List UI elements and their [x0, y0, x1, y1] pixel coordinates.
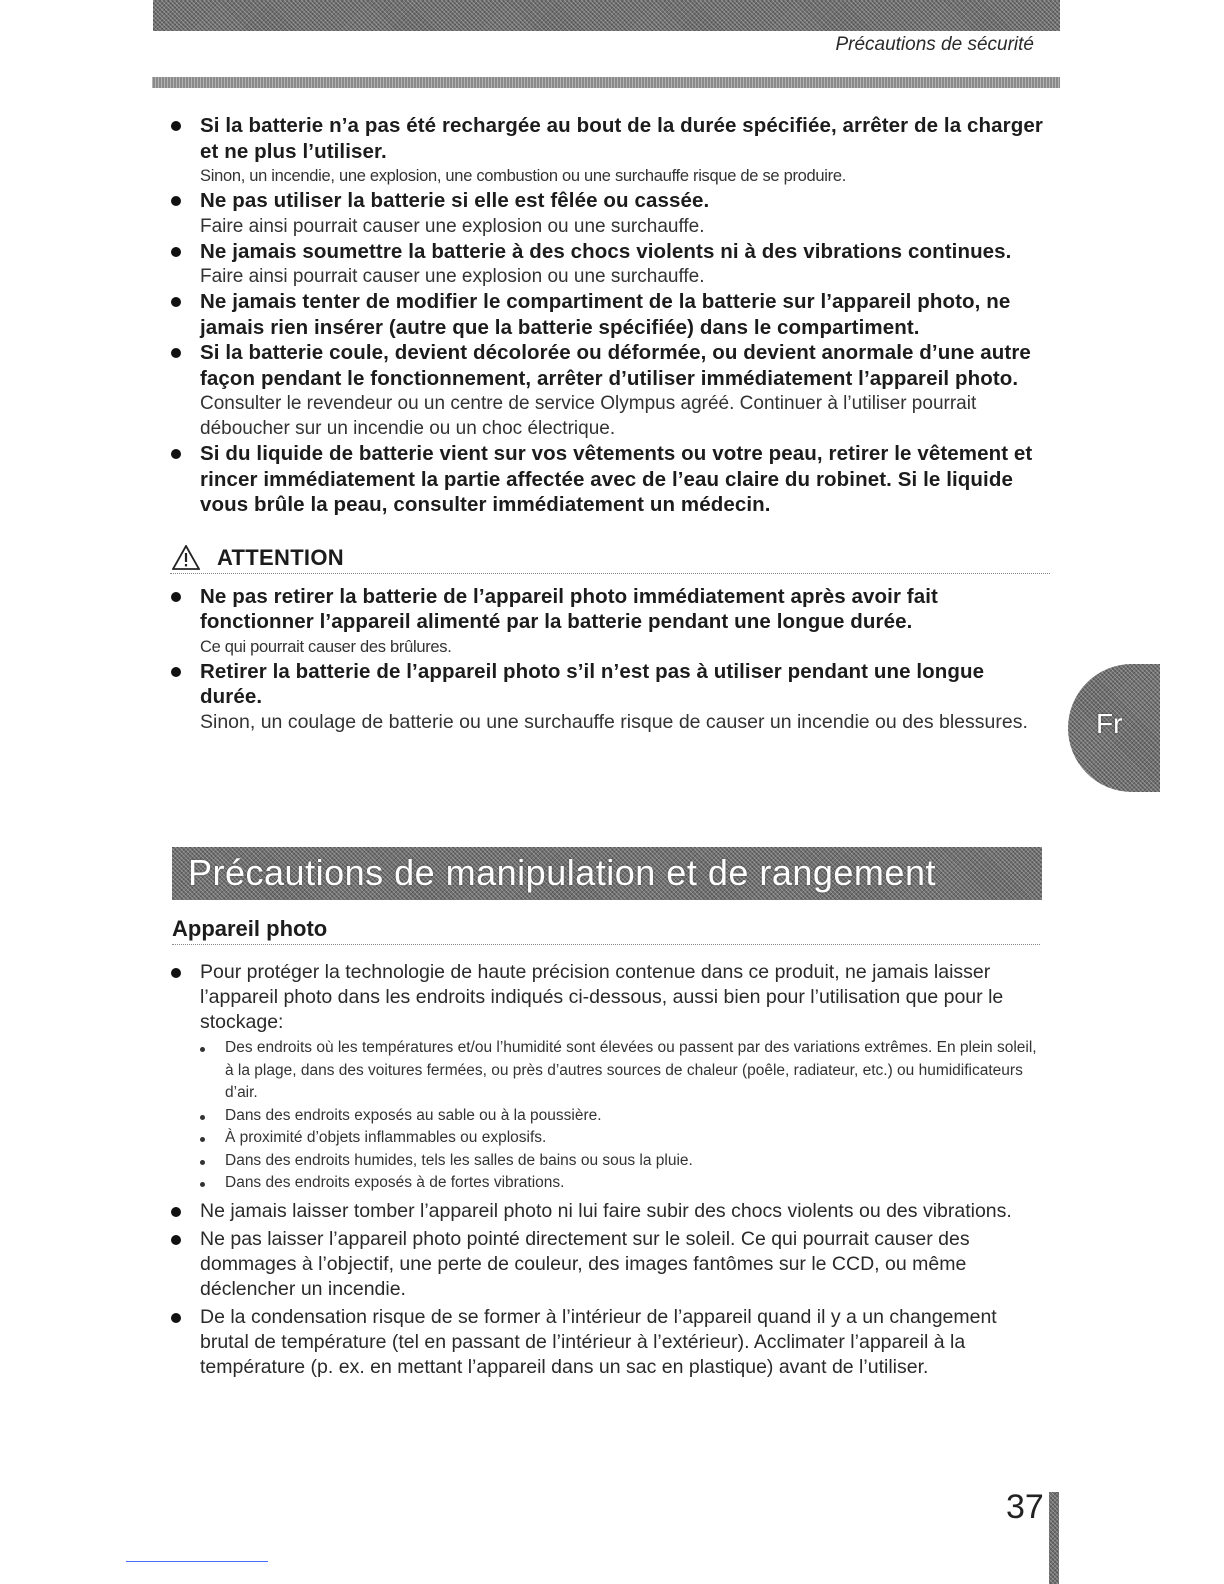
- attention-item-note: Ce qui pourrait causer des brûlures.: [200, 637, 452, 656]
- bullet-icon: [171, 1207, 181, 1217]
- appareil-item: De la condensation risque de se former à l’intérieur de l’appareil quand il y a un changement brutal de température (tel en passant de l’intérieur à l’extérieur). Acclimater l’appareil à la température (p. ex. en mettant l’appareil dans un sac en plastique) avant de l’utiliser.: [200, 1305, 997, 1378]
- appareil-item: Ne jamais laisser tomber l’appareil photo ni lui faire subir des chocs violents ou des vibrations.: [200, 1199, 1012, 1222]
- bullet-icon: [171, 196, 181, 206]
- appareil-list: [170, 960, 1040, 1380]
- list-item: [170, 1227, 1040, 1302]
- warning-title: Ne pas utiliser la batterie si elle est fêlée ou cassée.: [200, 189, 710, 212]
- footer-rule: [126, 1561, 268, 1562]
- attention-title: ATTENTION: [217, 544, 344, 570]
- list-item: [170, 239, 1050, 290]
- warning-title: Ne jamais tenter de modifier le compartiment de la batterie sur l’appareil photo, ne jamais rien insérer (autre que la batterie spécifiée) dans le compartiment.: [200, 290, 1011, 339]
- list-item: [170, 1199, 1040, 1224]
- page-edge-mark: [1049, 1492, 1059, 1584]
- attention-item-title: Retirer la batterie de l’appareil photo s’il n’est pas à utiliser pendant une longue durée.: [200, 659, 985, 708]
- language-tab: [1068, 664, 1160, 792]
- list-item: [170, 960, 1040, 1035]
- place-item: À proximité d’objets inflammables ou explosifs.: [198, 1127, 1040, 1150]
- language-tab-label: Fr: [1096, 708, 1123, 739]
- places-list: [198, 1037, 1040, 1195]
- section-banner: [172, 847, 1042, 900]
- list-item: [170, 289, 1050, 340]
- bullet-icon: [171, 592, 181, 602]
- header-divider: [152, 77, 1060, 88]
- warning-note: Sinon, un incendie, une explosion, une combustion ou une surchauffe risque de se produire.: [200, 167, 846, 185]
- bullet-icon: [171, 348, 181, 358]
- header-bar: [153, 0, 1060, 31]
- list-item: [170, 584, 1050, 659]
- list-item: [170, 188, 1050, 239]
- bullet-icon: [171, 449, 181, 459]
- place-item: Dans des endroits exposés à de fortes vibrations.: [198, 1172, 1040, 1195]
- bullet-icon: [171, 121, 181, 131]
- appareil-intro: Pour protéger la technologie de haute précision contenue dans ce produit, ne jamais laisser l’appareil photo dans les endroits indiqués ci-dessous, aussi bien pour l’utilisation que pour le stockage:: [200, 961, 1004, 1033]
- place-item: Dans des endroits humides, tels les salles de bains ou sous la pluie.: [198, 1150, 1040, 1173]
- warning-triangle-icon: [172, 545, 200, 570]
- section-banner-title: Précautions de manipulation et de rangement: [188, 852, 936, 893]
- warning-title: Si la batterie coule, devient décolorée ou déformée, ou devient anormale d’une autre façon pendant le fonctionnement, arrêter d’utiliser immédiatement l’appareil photo.: [200, 341, 1031, 390]
- appareil-item: Ne pas laisser l’appareil photo pointé directement sur le soleil. Ce qui pourrait causer des dommages à l’objectif, une perte de couleur, des images fantômes sur le CCD, ou même déclencher un incendie.: [200, 1227, 970, 1300]
- attention-item-title: Ne pas retirer la batterie de l’appareil photo immédiatement après avoir fait fonctionner l’appareil alimenté par la batterie pendant une longue durée.: [200, 584, 938, 633]
- place-item: Dans des endroits exposés au sable ou à la poussière.: [198, 1105, 1040, 1128]
- bullet-icon: [171, 667, 181, 677]
- attention-item-note: Sinon, un coulage de batterie ou une surchauffe risque de causer un incendie ou des blessures.: [200, 710, 1028, 733]
- list-item: [170, 113, 1050, 188]
- warning-title: Si la batterie n’a pas été rechargée au bout de la durée spécifiée, arrêter de la charger et ne plus l’utiliser.: [200, 114, 1043, 163]
- bullet-icon: [171, 297, 181, 307]
- bullet-icon: [171, 247, 181, 257]
- place-item: Des endroits où les températures et/ou l’humidité sont élevées ou passent par des variations extrêmes. En plein soleil, à la plage, dans des voitures fermées, ou près d’autres sources de chaleur (poêle, radiateur, etc.) ou humidificateurs d’air.: [198, 1037, 1040, 1105]
- running-header: Précautions de sécurité: [835, 34, 1034, 55]
- bullet-icon: [171, 1313, 181, 1323]
- warning-note: Consulter le revendeur ou un centre de service Olympus agréé. Continuer à l’utiliser pourrait déboucher sur un incendie ou un choc électrique.: [200, 393, 977, 439]
- battery-warnings: [170, 113, 1050, 735]
- bullet-icon: [171, 968, 181, 978]
- bullet-icon: [171, 1235, 181, 1245]
- list-item: [170, 340, 1050, 441]
- list-item: [170, 1305, 1040, 1380]
- warning-title: Ne jamais soumettre la batterie à des chocs violents ni à des vibrations continues.: [200, 239, 1012, 263]
- warning-note: Faire ainsi pourrait causer une explosion ou une surchauffe.: [200, 266, 705, 287]
- appareil-heading: [172, 913, 1040, 945]
- appareil-title: Appareil photo: [172, 916, 328, 941]
- warning-title: Si du liquide de batterie vient sur vos vêtements ou votre peau, retirer le vêtement et rincer immédiatement la partie affectée avec de l’eau claire du robinet. Si le liquide vous brûle la peau, consulter immédiatement un médecin.: [200, 442, 1033, 516]
- page-number: 37: [1006, 1488, 1044, 1526]
- warning-note: Faire ainsi pourrait causer une explosion ou une surchauffe.: [200, 215, 705, 237]
- list-item: [170, 441, 1050, 518]
- attention-heading: [170, 538, 1050, 574]
- list-item: [170, 659, 1050, 735]
